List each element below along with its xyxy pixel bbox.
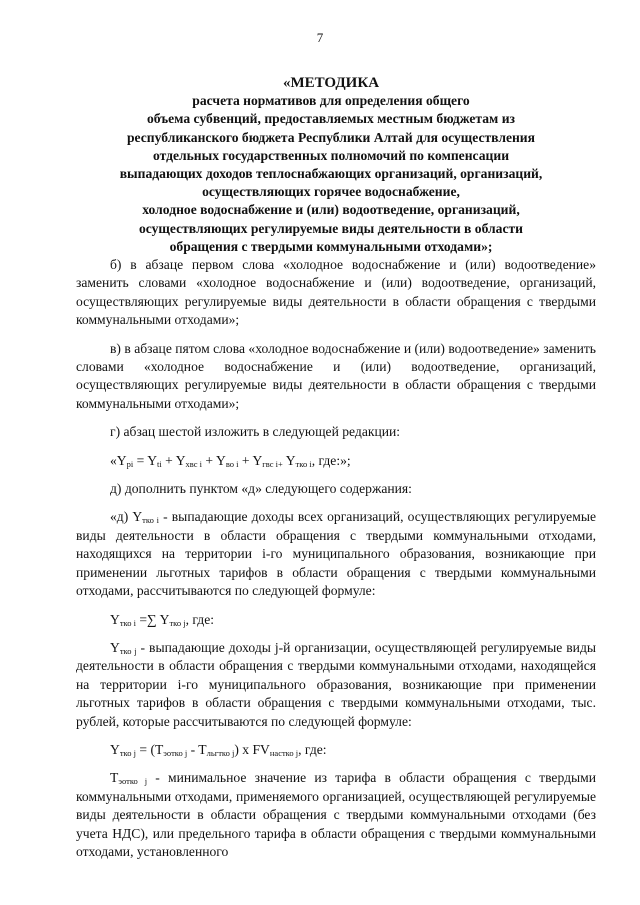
- paragraph-v: в) в абзаце пятом слова «холодное водоснабжение и (или) водоотведение» заменить словами «холодное водоснабжение и (или) водоотведение, организаций, осуществляющих регулируемые виды деятельности в области обращения с твердыми коммунальными отходами»;: [76, 340, 596, 411]
- title-line: «МЕТОДИКА: [282, 75, 380, 91]
- title-line: объема субвенций, предоставляемых местным бюджетам из: [146, 111, 516, 127]
- title-line: обращения с твердыми коммунальными отходами»;: [169, 238, 493, 254]
- title-line: отдельных государственных полномочий по компенсации: [152, 147, 510, 163]
- title-line: холодное водоснабжение и (или) водоотведение, организаций,: [142, 202, 520, 218]
- paragraph-d: д) дополнить пунктом «д» следующего содержания:: [110, 481, 412, 497]
- paragraph-d-definition: «д) $Y_{тко i}$ - выпадающие доходы всех организаций, осуществляющих регулируемые виды деятельности в области обращения с твердыми коммунальными отходами, находящихся на территории i-го муниципального образования, возникающие при применении льготных тарифов в области обращения с твердыми коммунальными отходами, рассчитываются по следующей формуле:: [76, 509, 596, 599]
- page-number: 7: [316, 30, 324, 45]
- paragraph-b: б) в абзаце первом слова «холодное водоснабжение и (или) водоотведение» заменить словами «холодное водоснабжение и (или) водоотведение, организаций, осуществляющих регулируемые виды деятельности в области обращения с твердыми коммунальными отходами»;: [76, 257, 596, 328]
- document-title: [70, 74, 592, 256]
- formula-subsidy-total: «$Y_{pi} = Y_{ti} + Y_{хвс i} + Y_{во i} + Y_{гвс i+}$ $Y_{тко i}$, где:»;: [110, 452, 351, 469]
- title-line: осуществляющих регулируемые виды деятельности в области: [138, 220, 524, 236]
- paragraph-t-definition: $T_{эотко j}$ - минимальное значение из тарифа в области обращения с твердыми коммунальными отходами, применяемого организацией, осуществляющей регулируемые виды деятельности в области обращения с твердыми коммунальными отходами (без учета НДС), или предельного тарифа в области обращения с твердыми коммунальными отходами, установленного: [76, 770, 596, 859]
- paragraph-j-definition: $Y_{тко j}$ - выпадающие доходы j-й организации, осуществляющей регулируемые виды деятельности в области обращения с твердыми коммунальными отходами, находящейся на территории i-го муниципального образования, возникающие при применении льготных тарифов в области обращения с твердыми коммунальными отходами, тыс. рублей, которые рассчитываются по следующей формуле:: [76, 639, 596, 729]
- paragraph-g: г) абзац шестой изложить в следующей редакции:: [110, 424, 401, 440]
- title-line: республиканского бюджета Республики Алтай для осуществления: [127, 129, 535, 145]
- title-line: осуществляющих горячее водоснабжение,: [202, 184, 460, 200]
- document-body: [76, 256, 596, 871]
- title-line: расчета нормативов для определения общего: [192, 93, 470, 109]
- formula-tko-sum: $Y_{тко i}$ =∑ $Y_{тко j}$, где:: [110, 611, 215, 628]
- title-line: выпадающих доходов теплоснабжающих организаций, организаций,: [119, 166, 543, 182]
- formula-tko-org: $Y_{тко j} = (T_{эотко j} - T_{льгтко j})$ х $FV_{настко j}$, где:: [110, 741, 327, 758]
